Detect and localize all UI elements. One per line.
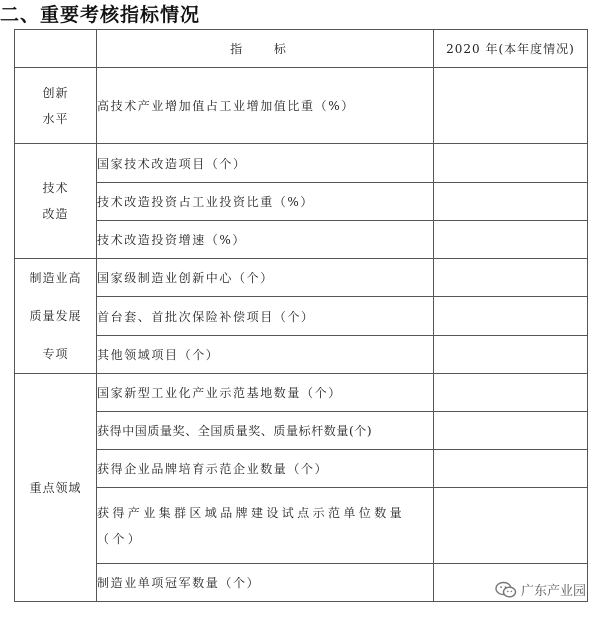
indicator-cell: 首台套、首批次保险补偿项目（个） xyxy=(97,297,434,336)
indicator-cell: 制造业单项冠军数量（个） xyxy=(97,564,434,602)
category-line: 制造业高 xyxy=(29,271,82,285)
table-row xyxy=(15,68,588,144)
value-cell[interactable] xyxy=(434,412,588,450)
table-row xyxy=(15,221,588,259)
watermark-text: 广东产业园 xyxy=(520,584,586,599)
indicator-cell: 高技术产业增加值占工业增加值比重（%） xyxy=(97,68,434,144)
table-row xyxy=(15,336,588,374)
category-tech-upgrade xyxy=(15,144,97,259)
value-cell[interactable] xyxy=(434,221,588,259)
value-cell[interactable] xyxy=(434,68,588,144)
value-cell[interactable] xyxy=(434,259,588,297)
category-line: 水平 xyxy=(42,111,69,126)
indicator-cell: 技术改造投资增速（%） xyxy=(97,221,434,259)
table-row xyxy=(15,144,588,183)
indicator-cell: 国家级制造业创新中心（个） xyxy=(97,259,434,297)
category-line: 技术 xyxy=(42,181,69,195)
category-line: 专项 xyxy=(42,347,69,361)
category-line: 创新 xyxy=(42,85,69,100)
watermark xyxy=(495,580,586,599)
table-row xyxy=(15,450,588,488)
table-header-row xyxy=(15,30,588,68)
indicator-cell: 技术改造投资占工业投资比重（%） xyxy=(97,183,434,221)
category-line: 重点领域 xyxy=(29,480,82,495)
category-high-quality xyxy=(15,259,97,374)
table-row xyxy=(15,297,588,336)
value-cell[interactable] xyxy=(434,374,588,412)
category-innovation xyxy=(15,68,97,144)
section-heading: 二、重要考核指标情况 xyxy=(0,4,201,26)
indicator-cell: 国家技术改造项目（个） xyxy=(97,144,434,183)
indicator-table xyxy=(14,29,588,602)
indicator-cell: 获得产业集群区域品牌建设试点示范单位数量（个） xyxy=(97,488,434,564)
category-key-areas xyxy=(15,374,97,602)
indicator-cell: 国家新型工业化产业示范基地数量（个） xyxy=(97,374,434,412)
value-cell[interactable] xyxy=(434,336,588,374)
indicator-cell: 其他领域项目（个） xyxy=(97,336,434,374)
indicator-cell: 获得企业品牌培育示范企业数量（个） xyxy=(97,450,434,488)
table-row xyxy=(15,412,588,450)
header-indicator-cell xyxy=(97,30,434,68)
value-cell[interactable] xyxy=(434,450,588,488)
header-indicator-label: 指 标 xyxy=(230,42,300,56)
value-cell[interactable] xyxy=(434,488,588,564)
value-cell[interactable] xyxy=(434,297,588,336)
wechat-icon xyxy=(495,581,517,599)
category-line: 质量发展 xyxy=(29,309,82,323)
table-row xyxy=(15,374,588,412)
indicator-cell: 获得中国质量奖、全国质量奖、质量标杆数量(个) xyxy=(97,412,434,450)
header-value-cell: 2020 年(本年度情况) xyxy=(434,30,588,68)
category-line: 改造 xyxy=(42,207,69,221)
table-row xyxy=(15,488,588,564)
table-row xyxy=(15,183,588,221)
header-blank-cell xyxy=(15,30,97,68)
value-cell[interactable] xyxy=(434,183,588,221)
value-cell[interactable] xyxy=(434,144,588,183)
table-row xyxy=(15,259,588,297)
